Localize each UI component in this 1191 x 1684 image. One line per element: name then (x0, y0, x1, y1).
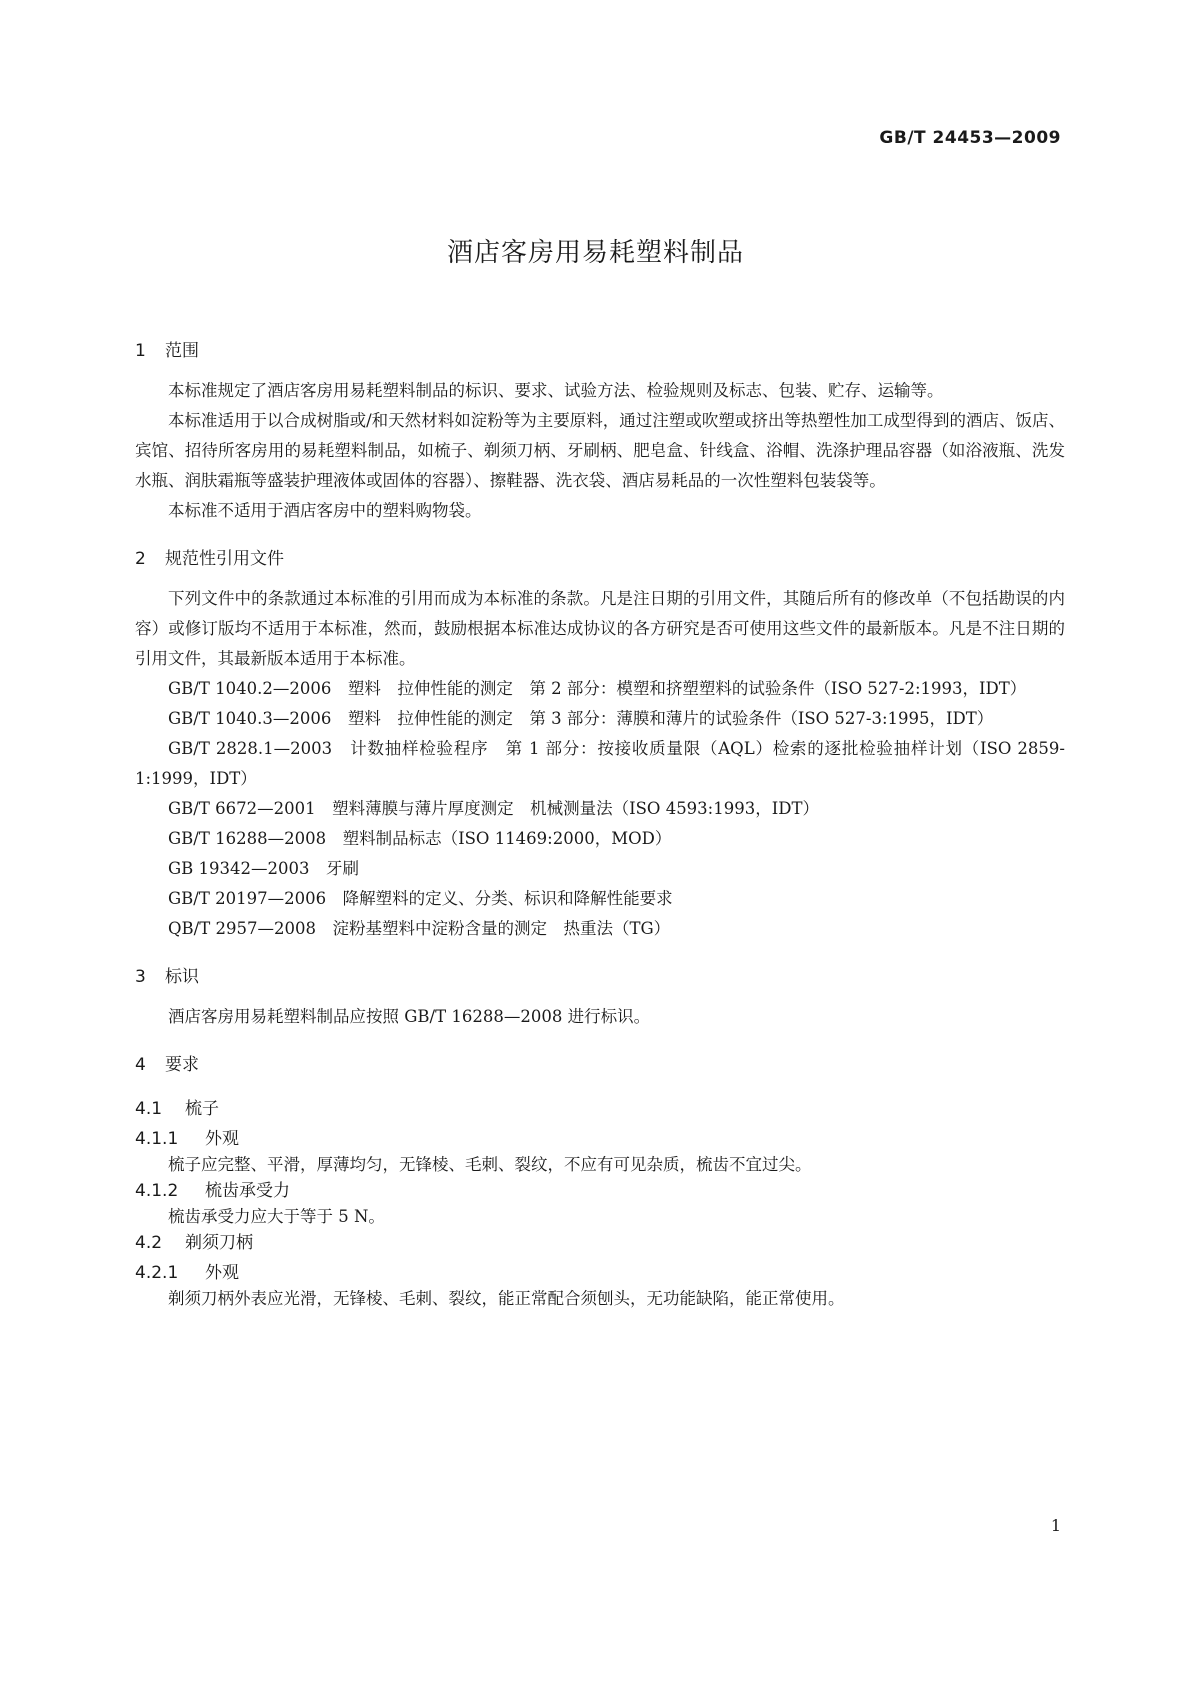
document-title: 酒店客房用易耗塑料制品 (446, 238, 744, 268)
subsection-heading-comb (135, 1098, 1065, 1120)
paragraph: 本标准规定了酒店客房用易耗塑料制品的标识、要求、试验方法、检验规则及标志、包装、贮存、运输等。 (168, 381, 944, 400)
section-title: 标识 (165, 967, 199, 987)
clause-number: 4.2.1 (135, 1263, 179, 1283)
clause-heading-comb-appearance (135, 1128, 1065, 1150)
paragraph: 本标准适用于以合成树脂或/和天然材料如淀粉等为主要原料，通过注塑或吹塑或挤出等热塑性加工成型得到的酒店、饭店、宾馆、招待所客房用的易耗塑料制品，如梳子、剃须刀柄、牙刷柄、肥皂盒、针线盒、浴帽、洗涤护理品容器（如浴液瓶、洗发水瓶、润肤霜瓶等盛装护理液体或固体的容器）、擦鞋器、洗衣袋、酒店易耗品的一次性塑料包装袋等。 (135, 411, 1065, 490)
reference-item: GB 19342—2003 牙刷 (168, 859, 360, 878)
page-number: 1 (1050, 1516, 1061, 1535)
reference-item: GB/T 6672—2001 塑料薄膜与薄片厚度测定 机械测量法（ISO 4593:1993，IDT） (168, 799, 819, 818)
reference-item: GB/T 16288—2008 塑料制品标志（ISO 11469:2000，MOD） (168, 829, 672, 848)
section-heading-normative-references (135, 548, 1065, 570)
section-heading-requirements (135, 1054, 1065, 1076)
reference-item: GB/T 1040.2—2006 塑料 拉伸性能的测定 第 2 部分：模塑和挤塑塑料的试验条件（ISO 527-2:1993，IDT） (168, 679, 1027, 698)
section-title: 规范性引用文件 (165, 549, 284, 569)
subsection-title: 剃须刀柄 (185, 1233, 253, 1253)
clause-title: 梳齿承受力 (205, 1181, 290, 1201)
paragraph: 梳齿承受力应大于等于 5 N。 (168, 1207, 385, 1226)
section-title: 范围 (165, 341, 199, 361)
paragraph: 酒店客房用易耗塑料制品应按照 GB/T 16288—2008 进行标识。 (168, 1007, 651, 1026)
section-heading-marking (135, 966, 1065, 988)
section-heading-scope (135, 340, 1065, 362)
document-body (135, 340, 1065, 1314)
paragraph: 下列文件中的条款通过本标准的引用而成为本标准的条款。凡是注日期的引用文件，其随后所有的修改单（不包括勘误的内容）或修订版均不适用于本标准，然而，鼓励根据本标准达成协议的各方研究是否可使用这些文件的最新版本。凡是不注日期的引用文件，其最新版本适用于本标准。 (135, 589, 1065, 668)
section-number: 2 (135, 549, 146, 569)
clause-heading-razor-appearance (135, 1262, 1065, 1284)
subsection-title: 梳子 (185, 1099, 219, 1119)
paragraph: 剃须刀柄外表应光滑，无锋棱、毛刺、裂纹，能正常配合须刨头，无功能缺陷，能正常使用。 (168, 1289, 845, 1308)
section-title: 要求 (165, 1055, 199, 1075)
section-number: 4 (135, 1055, 146, 1075)
reference-item: GB/T 2828.1—2003 计数抽样检验程序 第 1 部分：按接收质量限（AQL）检索的逐批检验抽样计划（ISO 2859-1:1999，IDT） (135, 739, 1065, 788)
reference-item: GB/T 20197—2006 降解塑料的定义、分类、标识和降解性能要求 (168, 889, 673, 908)
paragraph: 梳子应完整、平滑，厚薄均匀，无锋棱、毛刺、裂纹，不应有可见杂质，梳齿不宜过尖。 (168, 1155, 812, 1174)
reference-item: GB/T 1040.3—2006 塑料 拉伸性能的测定 第 3 部分：薄膜和薄片的试验条件（ISO 527-3:1995，IDT） (168, 709, 994, 728)
section-number: 3 (135, 967, 146, 987)
subsection-heading-razor-handle (135, 1232, 1065, 1254)
clause-title: 外观 (205, 1263, 239, 1283)
standard-code: GB/T 24453—2009 (879, 128, 1061, 148)
reference-item: QB/T 2957—2008 淀粉基塑料中淀粉含量的测定 热重法（TG） (168, 919, 671, 938)
paragraph: 本标准不适用于酒店客房中的塑料购物袋。 (168, 501, 482, 520)
section-number: 1 (135, 341, 146, 361)
clause-title: 外观 (205, 1129, 239, 1149)
clause-number: 4.1.1 (135, 1129, 179, 1149)
subsection-number: 4.2 (135, 1233, 163, 1253)
subsection-number: 4.1 (135, 1099, 163, 1119)
clause-heading-comb-tooth-strength (135, 1180, 1065, 1202)
clause-number: 4.1.2 (135, 1181, 179, 1201)
